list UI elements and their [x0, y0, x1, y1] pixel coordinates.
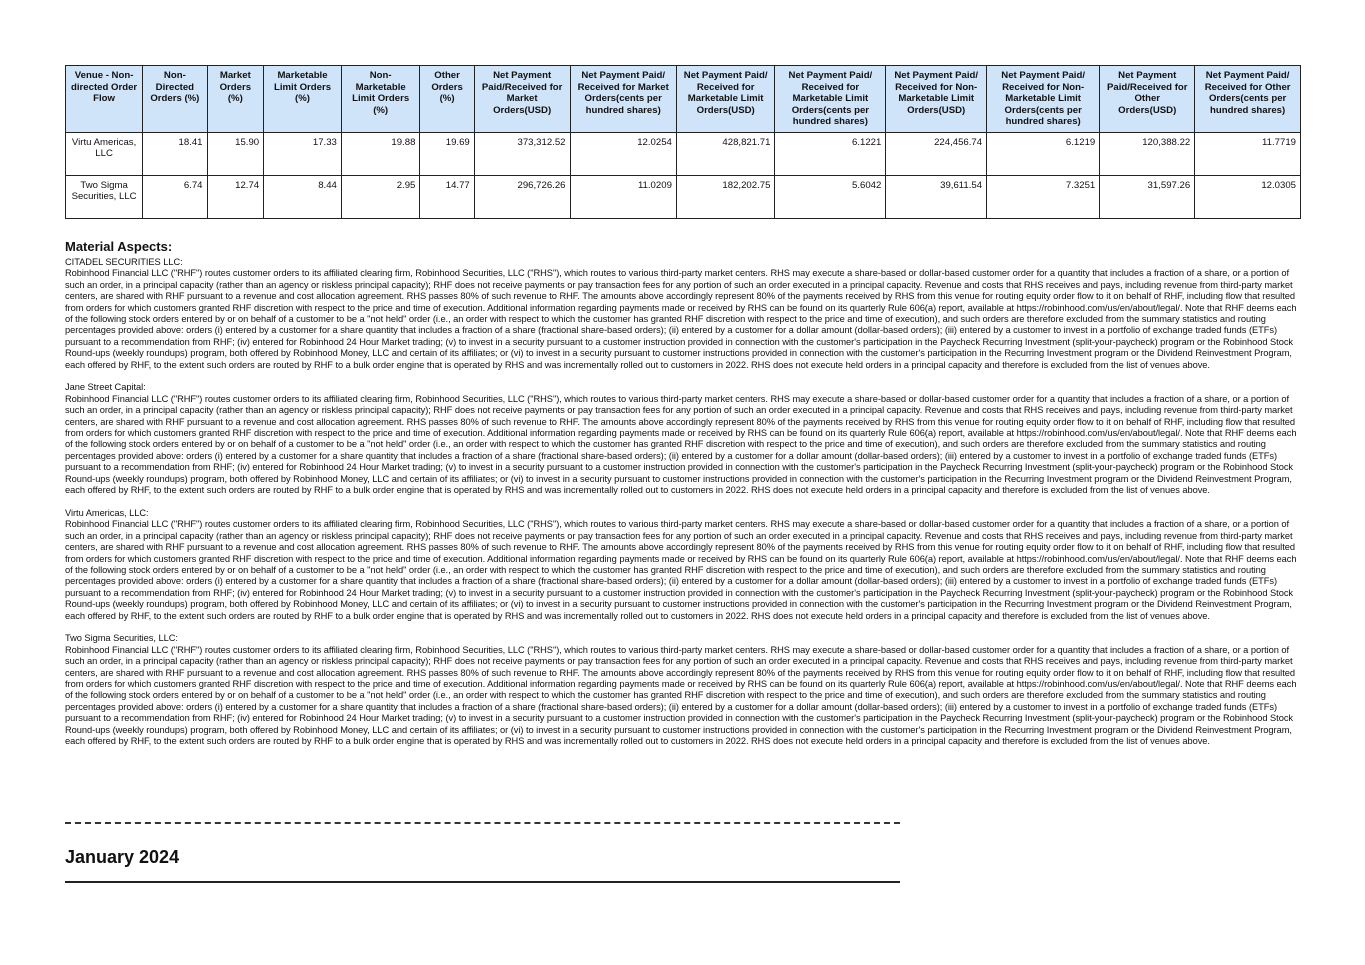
column-header: Venue - Non-directed Order Flow: [66, 66, 143, 133]
venue-disclosure: [65, 257, 1305, 371]
value-cell: 17.33: [264, 132, 342, 175]
value-cell: 12.0254: [570, 132, 676, 175]
column-header: Net Payment Paid/ Received for Market Orders(cents per hundred shares): [570, 66, 676, 133]
column-header: Net Payment Paid/ Received for Non-Marketable Limit Orders(cents per hundred shares): [987, 66, 1100, 133]
material-aspects: [65, 239, 1305, 759]
value-cell: 6.1221: [775, 132, 886, 175]
column-header: Net Payment Paid/ Received for Non-Marketable Limit Orders(USD): [886, 66, 987, 133]
value-cell: 182,202.75: [676, 175, 775, 218]
column-header: Market Orders (%): [207, 66, 264, 133]
venue-disclosure-text: Robinhood Financial LLC ("RHF") routes customer orders to its affiliated clearing firm, Robinhood Securities, LLC ("RHS"), which routes to various third-party market centers. RHS may execute a share-based or dollar-based customer order for a quantity that includes a fraction of a share, or a portion of such an order, in a principal capacity (rather than an agency or riskless principal capacity); RHF does not receive payments or pay transaction fees for any portion of such an order executed in a principal capacity. Revenue and costs that RHS receives and pays, including revenue from third-party market centers, are shared with RHF pursuant to a revenue and cost allocation agreement. RHS passes 80% of such revenue to RHF. The amounts above accordingly represent 80% of the payments received by RHS from this venue for routing equity order flow to it on behalf of RHF, including flow that resulted from orders for which customers granted RHF discretion with respect to the price and time of execution. Additional information regarding payments made or received by RHS can be found on its quarterly Rule 606(a) report, available at https://robinhood.com/us/en/about/legal/. Note that RHF deems each of the following stock orders entered by or on behalf of a customer to be a "not held" order (i.e., an order with respect to which the customer has granted RHF discretion with respect to the price and time of execution), and such orders are therefore excluded from the summary statistics and routing percentages provided above: orders (i) entered by a customer for a share quantity that includes a fraction of a share (fractional share-based orders); (ii) entered by a customer for a dollar amount (dollar-based orders); (iii) entered by a customer to invest in a portfolio of exchange traded funds (ETFs) pursuant to a recommendation from RHF; (iv) entered for Robinhood 24 Hour Market trading; (v) to invest in a security pursuant to a customer instruction provided in connection with the customer's participation in the Paycheck Recurring Investment (split-your-paycheck) program or the Robinhood Stock Round-ups (weekly roundups) program, both offered by Robinhood Money, LLC and certain of its affiliates; or (vi) to invest in a security pursuant to customer instructions provided in connection with the customer's participation in the Recurring Investment program or the Dividend Reinvestment Program, each offered by RHF, to the extent such orders are routed by RHF to a bulk order engine that is operated by RHS and was incrementally rolled out to customers in 2022. RHS does not execute held orders in a principal capacity and therefore is excluded from the list of venues above.: [65, 644, 1297, 747]
value-cell: 6.74: [143, 175, 207, 218]
table-row: [66, 132, 1301, 175]
column-header: Non-Marketable Limit Orders (%): [341, 66, 420, 133]
value-cell: 11.7719: [1195, 132, 1301, 175]
venue-disclosure-text: Robinhood Financial LLC ("RHF") routes customer orders to its affiliated clearing firm, Robinhood Securities, LLC ("RHS"), which routes to various third-party market centers. RHS may execute a share-based or dollar-based customer order for a quantity that includes a fraction of a share, or a portion of such an order, in a principal capacity (rather than an agency or riskless principal capacity); RHF does not receive payments or pay transaction fees for any portion of such an order executed in a principal capacity. Revenue and costs that RHS receives and pays, including revenue from third-party market centers, are shared with RHF pursuant to a revenue and cost allocation agreement. RHS passes 80% of such revenue to RHF. The amounts above accordingly represent 80% of the payments received by RHS from this venue for routing equity order flow to it on behalf of RHF, including flow that resulted from orders for which customers granted RHF discretion with respect to the price and time of execution. Additional information regarding payments made or received by RHS can be found on its quarterly Rule 606(a) report, available at https://robinhood.com/us/en/about/legal/. Note that RHF deems each of the following stock orders entered by or on behalf of a customer to be a "not held" order (i.e., an order with respect to which the customer has granted RHF discretion with respect to the price and time of execution), and such orders are therefore excluded from the summary statistics and routing percentages provided above: orders (i) entered by a customer for a share quantity that includes a fraction of a share (fractional share-based orders); (ii) entered by a customer for a dollar amount (dollar-based orders); (iii) entered by a customer to invest in a portfolio of exchange traded funds (ETFs) pursuant to a recommendation from RHF; (iv) entered for Robinhood 24 Hour Market trading; (v) to invest in a security pursuant to a customer instruction provided in connection with the customer's participation in the Paycheck Recurring Investment (split-your-paycheck) program or the Robinhood Stock Round-ups (weekly roundups) program, both offered by Robinhood Money, LLC and certain of its affiliates; or (vi) to invest in a security pursuant to customer instructions provided in connection with the customer's participation in the Recurring Investment program or the Dividend Reinvestment Program, each offered by RHF, to the extent such orders are routed by RHF to a bulk order engine that is operated by RHS and was incrementally rolled out to customers in 2022. RHS does not execute held orders in a principal capacity and therefore is excluded from the list of venues above.: [65, 519, 1297, 621]
column-header: Net Payment Paid/ Received for Marketable Limit Orders(USD): [676, 66, 775, 133]
column-header: Non-Directed Orders (%): [143, 66, 207, 133]
venue-disclosure: [65, 508, 1305, 622]
section-divider-dashed: [65, 822, 900, 824]
venue-disclosure-title: CITADEL SECURITIES LLC:: [65, 257, 183, 267]
section-divider-solid: [65, 881, 900, 883]
value-cell: 428,821.71: [676, 132, 775, 175]
value-cell: 39,611.54: [886, 175, 987, 218]
value-cell: 6.1219: [987, 132, 1100, 175]
value-cell: 18.41: [143, 132, 207, 175]
venue-disclosure-title: Jane Street Capital:: [65, 382, 146, 393]
month-heading: January 2024: [65, 847, 180, 867]
value-cell: 5.6042: [775, 175, 886, 218]
value-cell: 14.77: [420, 175, 474, 218]
value-cell: 120,388.22: [1100, 132, 1195, 175]
venue-disclosure-title: Two Sigma Securities, LLC:: [65, 633, 178, 644]
value-cell: 296,726.26: [474, 175, 570, 218]
venue-disclosure-text: Robinhood Financial LLC ("RHF") routes customer orders to its affiliated clearing firm, Robinhood Securities, LLC ("RHS"), which routes to various third-party market centers. RHS may execute a share-based or dollar-based customer order for a quantity that includes a fraction of a share, or a portion of such an order, in a principal capacity (rather than an agency or riskless principal capacity); RHF does not receive payments or pay transaction fees for any portion of such an order executed in a principal capacity. Revenue and costs that RHS receives and pays, including revenue from third-party market centers, are shared with RHF pursuant to a revenue and cost allocation agreement. RHS passes 80% of such revenue to RHF. The amounts above accordingly represent 80% of the payments received by RHS from this venue for routing equity order flow to it on behalf of RHF, including flow that resulted from orders for which customers granted RHF discretion with respect to the price and time of execution. Additional information regarding payments made or received by RHS can be found on its quarterly Rule 606(a) report, available at https://robinhood.com/us/en/about/legal/. Note that RHF deems each of the following stock orders entered by or on behalf of a customer to be a "not held" order (i.e., an order with respect to which the customer has granted RHF discretion with respect to the price and time of execution), and such orders are therefore excluded from the summary statistics and routing percentages provided above: orders (i) entered by a customer for a share quantity that includes a fraction of a share (fractional share-based orders); (ii) entered by a customer for a dollar amount (dollar-based orders); (iii) entered by a customer to invest in a portfolio of exchange traded funds (ETFs) pursuant to a recommendation from RHF; (iv) entered for Robinhood 24 Hour Market trading; (v) to invest in a security pursuant to a customer instruction provided in connection with the customer's participation in the Paycheck Recurring Investment (split-your-paycheck) program or the Robinhood Stock Round-ups (weekly roundups) program, both offered by Robinhood Money, LLC and certain of its affiliates; or (vi) to invest in a security pursuant to customer instructions provided in connection with the customer's participation in the Recurring Investment program or the Dividend Reinvestment Program, each offered by RHF, to the extent such orders are routed by RHF to a bulk order engine that is operated by RHS and was incrementally rolled out to customers in 2022. RHS does not execute held orders in a principal capacity and therefore is excluded from the list of venues above.: [65, 393, 1297, 496]
venue-cell: Virtu Americas, LLC: [66, 132, 143, 175]
value-cell: 31,597.26: [1100, 175, 1195, 218]
value-cell: 7.3251: [987, 175, 1100, 218]
table-row: [66, 175, 1301, 218]
venue-cell: Two Sigma Securities, LLC: [66, 175, 143, 218]
value-cell: 12.0305: [1195, 175, 1301, 218]
value-cell: 19.69: [420, 132, 474, 175]
order-routing-table: [65, 65, 1301, 219]
column-header: Marketable Limit Orders (%): [264, 66, 342, 133]
column-header: Net Payment Paid/Received for Other Orders(USD): [1100, 66, 1195, 133]
value-cell: 11.0209: [570, 175, 676, 218]
column-header: Net Payment Paid/Received for Market Orders(USD): [474, 66, 570, 133]
venue-disclosure: [65, 633, 1305, 747]
venue-disclosure: [65, 382, 1305, 496]
value-cell: 12.74: [207, 175, 264, 218]
column-header: Net Payment Paid/ Received for Other Orders(cents per hundred shares): [1195, 66, 1301, 133]
value-cell: 373,312.52: [474, 132, 570, 175]
column-header: Other Orders (%): [420, 66, 474, 133]
table-header-row: [66, 66, 1301, 133]
value-cell: 224,456.74: [886, 132, 987, 175]
material-aspects-title: Material Aspects:: [65, 239, 173, 254]
value-cell: 2.95: [341, 175, 420, 218]
venue-disclosure-title: Virtu Americas, LLC:: [65, 507, 149, 518]
value-cell: 15.90: [207, 132, 264, 175]
column-header: Net Payment Paid/ Received for Marketable Limit Orders(cents per hundred shares): [775, 66, 886, 133]
venue-disclosure-text: Robinhood Financial LLC ("RHF") routes customer orders to its affiliated clearing firm, Robinhood Securities, LLC ("RHS"), which routes to various third-party market centers. RHS may execute a share-based or dollar-based customer order for a quantity that includes a fraction of a share, or a portion of such an order, in a principal capacity (rather than an agency or riskless principal capacity); RHF does not receive payments or pay transaction fees for any portion of such an order executed in a principal capacity. Revenue and costs that RHS receives and pays, including revenue from third-party market centers, are shared with RHF pursuant to a revenue and cost allocation agreement. RHS passes 80% of such revenue to RHF. The amounts above accordingly represent 80% of the payments received by RHS from this venue for routing equity order flow to it on behalf of RHF, including flow that resulted from orders for which customers granted RHF discretion with respect to the price and time of execution. Additional information regarding payments made or received by RHS can be found on its quarterly Rule 606(a) report, available at https://robinhood.com/us/en/about/legal/. Note that RHF deems each of the following stock orders entered by or on behalf of a customer to be a "not held" order (i.e., an order with respect to which the customer has granted RHF discretion with respect to the price and time of execution), and such orders are therefore excluded from the summary statistics and routing percentages provided above: orders (i) entered by a customer for a share quantity that includes a fraction of a share (fractional share-based orders); (ii) entered by a customer for a dollar amount (dollar-based orders); (iii) entered by a customer to invest in a portfolio of exchange traded funds (ETFs) pursuant to a recommendation from RHF; (iv) entered for Robinhood 24 Hour Market trading; (v) to invest in a security pursuant to a customer instruction provided in connection with the customer's participation in the Paycheck Recurring Investment (split-your-paycheck) program or the Robinhood Stock Round-ups (weekly roundups) program, both offered by Robinhood Money, LLC and certain of its affiliates; or (vi) to invest in a security pursuant to customer instructions provided in connection with the customer's participation in the Recurring Investment program or the Dividend Reinvestment Program, each offered by RHF, to the extent such orders are routed by RHF to a bulk order engine that is operated by RHS and was incrementally rolled out to customers in 2022. RHS does not execute held orders in a principal capacity and therefore is excluded from the list of venues above.: [65, 268, 1297, 370]
value-cell: 19.88: [341, 132, 420, 175]
value-cell: 8.44: [264, 175, 342, 218]
